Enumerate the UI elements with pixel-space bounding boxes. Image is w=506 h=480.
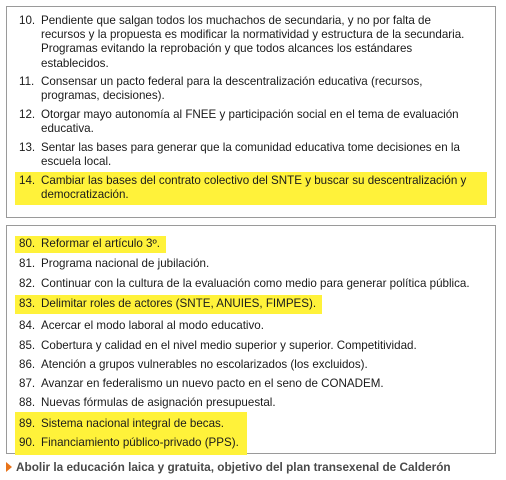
item-text-line: Consensar un pacto federal para la descentralización educativa (recursos,	[41, 75, 423, 88]
item-text-line: educativa.	[41, 122, 94, 136]
item-number: 89.	[19, 417, 36, 430]
item-text-line: Pendiente que salgan todos los muchachos de secundaria, y no por falta de	[41, 14, 431, 27]
highlight-block	[15, 172, 487, 205]
item-text: Atención a grupos vulnerables no escolarizados (los excluidos).	[41, 358, 368, 371]
triangle-bullet-icon	[6, 462, 12, 472]
item-number: 12.	[19, 108, 36, 121]
highlight-block	[15, 236, 166, 253]
item-text: Avanzar en federalismo un nuevo pacto en el seno de CONADEM.	[41, 377, 384, 390]
item-number: 87.	[19, 377, 36, 390]
list-item-86	[19, 358, 483, 372]
item-number: 86.	[19, 358, 36, 371]
item-number: 14.	[19, 174, 36, 187]
item-text: Delimitar roles de actores (SNTE, ANUIES, FIMPES).	[41, 297, 317, 310]
item-text-line: Sentar las bases para generar que la comunidad educativa tome decisiones en la	[41, 141, 460, 154]
item-number: 84.	[19, 319, 36, 332]
list-item-87	[19, 377, 483, 391]
item-text: Acercar el modo laboral al modo educativo.	[41, 319, 264, 332]
item-number: 81.	[19, 257, 36, 270]
list-item-80-highlighted	[15, 236, 487, 253]
item-number: 10.	[19, 14, 36, 27]
item-text: Cobertura y calidad en el nivel medio superior y superior. Competitividad.	[41, 339, 417, 352]
bottom-list-panel	[6, 225, 496, 454]
item-number: 80.	[19, 237, 36, 250]
top-list-panel	[6, 6, 496, 218]
figure-caption	[6, 460, 451, 474]
list-item-89-90-highlighted	[15, 412, 487, 455]
item-number: 85.	[19, 339, 36, 352]
list-item-10	[19, 14, 483, 71]
item-number: 13.	[19, 141, 36, 154]
list-item-11	[19, 75, 483, 103]
item-number: 88.	[19, 396, 36, 409]
item-number: 82.	[19, 277, 36, 290]
highlight-block	[15, 295, 322, 314]
item-text: Sistema nacional integral de becas.	[41, 417, 225, 430]
item-text-line: Otorgar mayo autonomía al FNEE y participación social en el tema de evaluación	[41, 108, 459, 121]
item-number: 90.	[19, 436, 36, 449]
list-item-83-highlighted	[15, 295, 487, 314]
list-item-85	[19, 339, 483, 353]
item-text-line: Programas evitando la reprobación y que todos alcances los estándares	[41, 42, 413, 56]
highlight-block	[15, 412, 247, 455]
item-text: Reformar el artículo 3º.	[41, 237, 160, 250]
list-item-88	[19, 396, 483, 410]
item-text: Continuar con la cultura de la evaluación como medio para generar política pública.	[41, 277, 470, 290]
list-item-84	[19, 319, 483, 333]
list-item-12	[19, 108, 483, 136]
item-number: 83.	[19, 297, 36, 310]
list-item-81	[19, 257, 483, 271]
item-text-line: recursos y la propuesta es modificar la normatividad y estructura de la secundaria.	[41, 28, 465, 42]
list-item-13	[19, 141, 483, 169]
item-text: Financiamiento público-privado (PPS).	[41, 436, 239, 449]
item-text-line: escuela local.	[41, 155, 112, 169]
item-text: Nuevas fórmulas de asignación presupuestal.	[41, 396, 276, 409]
item-text-line: establecidos.	[41, 56, 109, 70]
item-text-line: programas, decisiones).	[41, 89, 165, 103]
caption-text: Abolir la educación laica y gratuita, objetivo del plan transexenal de Calderón	[16, 460, 451, 474]
item-text-line: Cambiar las bases del contrato colectivo del SNTE y buscar su descentralización y	[41, 174, 467, 187]
item-text-line: democratización.	[41, 188, 129, 202]
list-item-14-highlighted	[15, 172, 487, 205]
item-text: Programa nacional de jubilación.	[41, 257, 210, 270]
list-item-82	[19, 277, 483, 291]
item-number: 11.	[19, 75, 35, 88]
